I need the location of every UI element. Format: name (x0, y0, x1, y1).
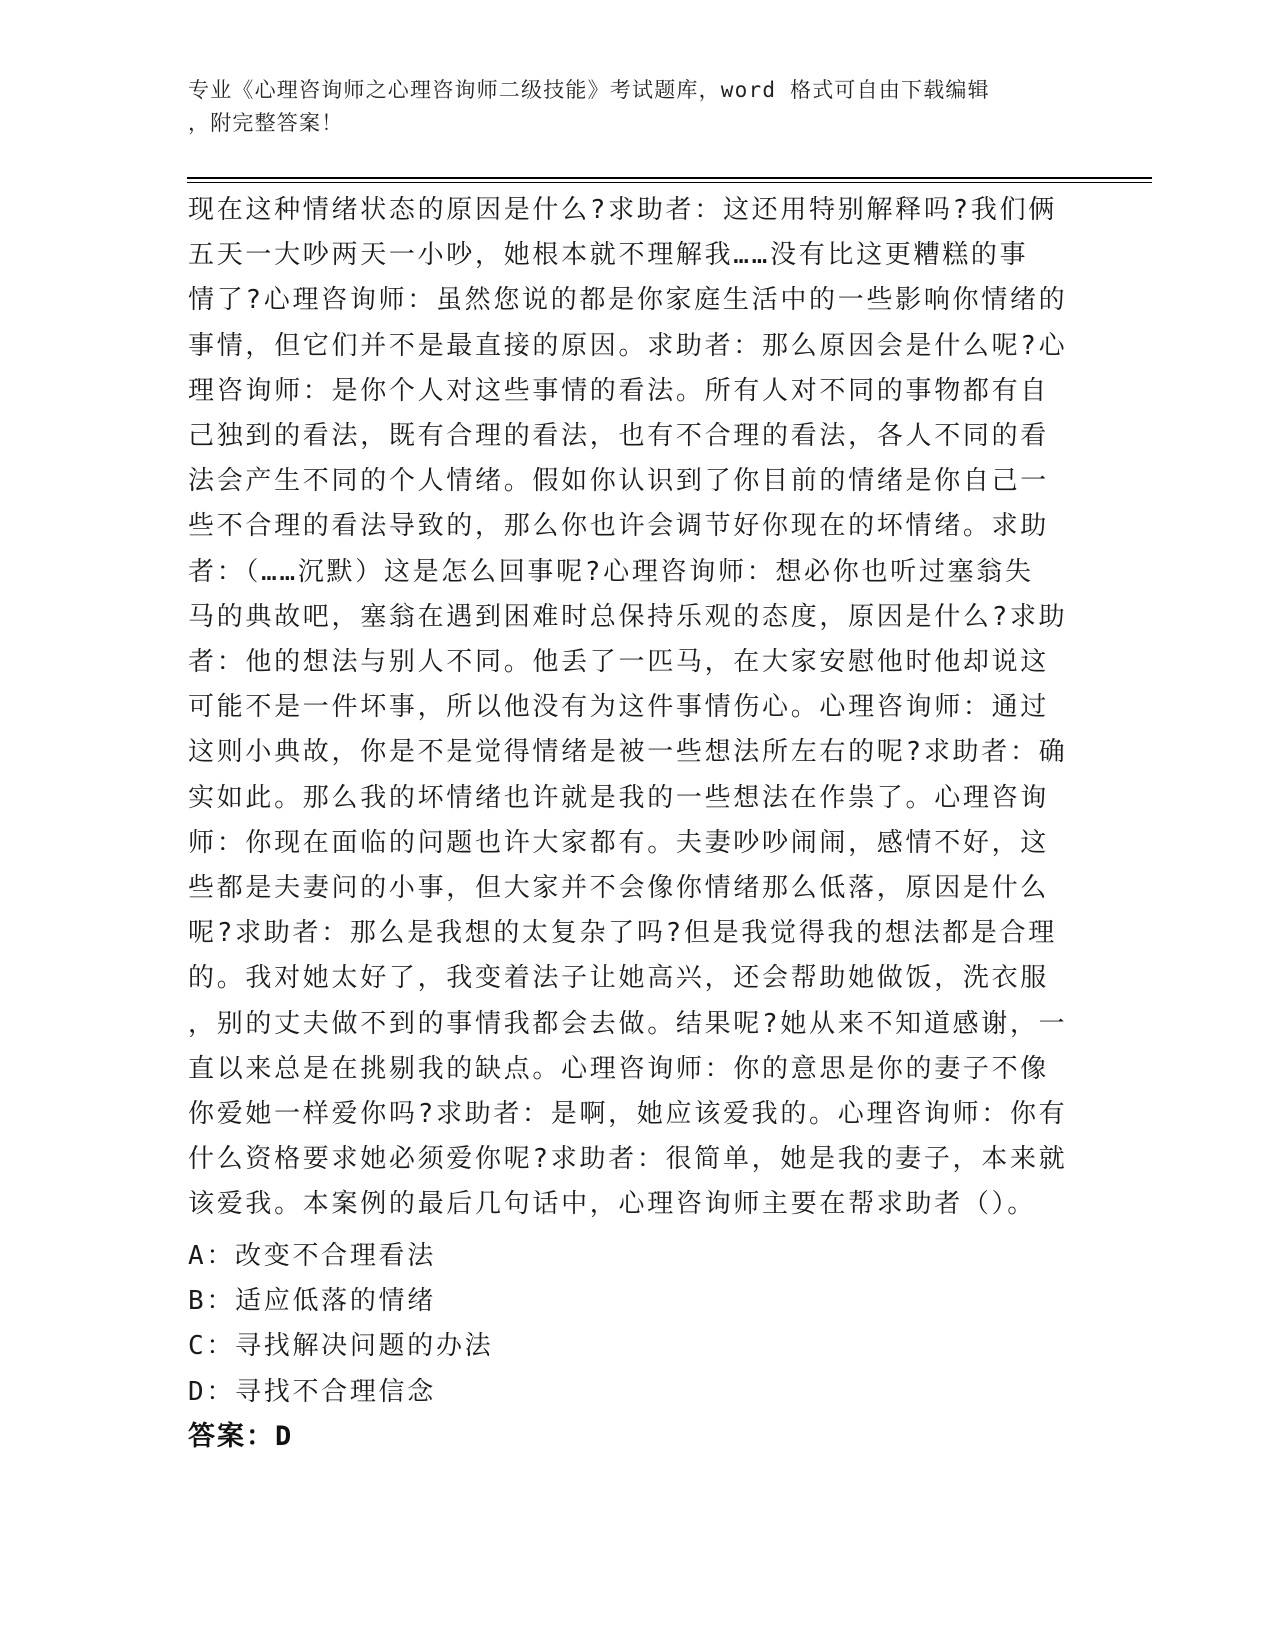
question-line: 该爱我。本案例的最后几句话中，心理咨询师主要在帮求助者（）。 (188, 1189, 1037, 1220)
question-line: 你爱她一样爱你吗?求助者：是啊，她应该爱我的。心理咨询师：你有 (188, 1099, 1068, 1130)
question-line: 这则小典故，你是不是觉得情绪是被一些想法所左右的呢?求助者：确 (188, 737, 1068, 768)
question-line: 己独到的看法，既有合理的看法，也有不合理的看法，各人不同的看 (188, 421, 1050, 452)
question-line: 事情，但它们并不是最直接的原因。求助者：那么原因会是什么呢?心 (188, 330, 1068, 361)
question-line: 情了?心理咨询师：虽然您说的都是你家庭生活中的一些影响你情绪的 (188, 285, 1068, 316)
document-header (188, 74, 1068, 140)
question-line: 些不合理的看法导致的，那么你也许会调节好你现在的坏情绪。求助 (188, 511, 1050, 542)
header-line-2: ，附完整答案！ (188, 111, 344, 135)
option-b: B：适应低落的情绪 (188, 1286, 436, 1317)
question-line: 五天一大吵两天一小吵，她根本就不理解我……没有比这更糟糕的事 (188, 240, 1029, 271)
question-line: 马的典故吧，塞翁在遇到困难时总保持乐观的态度，原因是什么?求助 (188, 601, 1068, 632)
question-line: 的。我对她太好了，我变着法子让她高兴，还会帮助她做饭，洗衣服 (188, 963, 1050, 994)
question-line: 什么资格要求她必须爱你呢?求助者：很简单，她是我的妻子，本来就 (188, 1144, 1068, 1175)
header-divider-thick (187, 177, 1152, 179)
question-line: 些都是夫妻问的小事，但大家并不会像你情绪那么低落，原因是什么 (188, 873, 1050, 904)
answer-key: 答案：D (188, 1421, 294, 1452)
question-line: ，别的丈夫做不到的事情我都会去做。结果呢?她从来不知道感谢，一 (188, 1008, 1068, 1039)
question-text (188, 188, 1068, 1228)
header-divider-thin (187, 182, 1152, 183)
option-c: C：寻找解决问题的办法 (188, 1331, 494, 1362)
question-line: 呢?求助者：那么是我想的太复杂了吗?但是我觉得我的想法都是合理 (188, 918, 1058, 949)
question-line: 直以来总是在挑剔我的缺点。心理咨询师：你的意思是你的妻子不像 (188, 1053, 1050, 1084)
question-line: 理咨询师：是你个人对这些事情的看法。所有人对不同的事物都有自 (188, 375, 1050, 406)
question-line: 现在这种情绪状态的原因是什么?求助者：这还用特别解释吗?我们俩 (188, 195, 1058, 225)
question-line: 法会产生不同的个人情绪。假如你认识到了你目前的情绪是你自己一 (188, 466, 1050, 497)
question-line: 者：他的想法与别人不同。他丢了一匹马，在大家安慰他时他却说这 (188, 647, 1050, 678)
question-line: 实如此。那么我的坏情绪也许就是我的一些想法在作祟了。心理咨询 (188, 782, 1050, 813)
header-line-1: 专业《心理咨询师之心理咨询师二级技能》考试题库，word 格式可自由下载编辑 (188, 78, 990, 102)
option-d: D：寻找不合理信念 (188, 1376, 436, 1407)
answer-options (188, 1234, 1068, 1415)
question-line: 者：（……沉默）这是怎么回事呢?心理咨询师：想必你也听过塞翁失 (188, 556, 1034, 587)
question-line: 师：你现在面临的问题也许大家都有。夫妻吵吵闹闹，感情不好，这 (188, 827, 1050, 858)
question-line: 可能不是一件坏事，所以他没有为这件事情伤心。心理咨询师：通过 (188, 692, 1050, 723)
option-a: A：改变不合理看法 (188, 1241, 436, 1271)
